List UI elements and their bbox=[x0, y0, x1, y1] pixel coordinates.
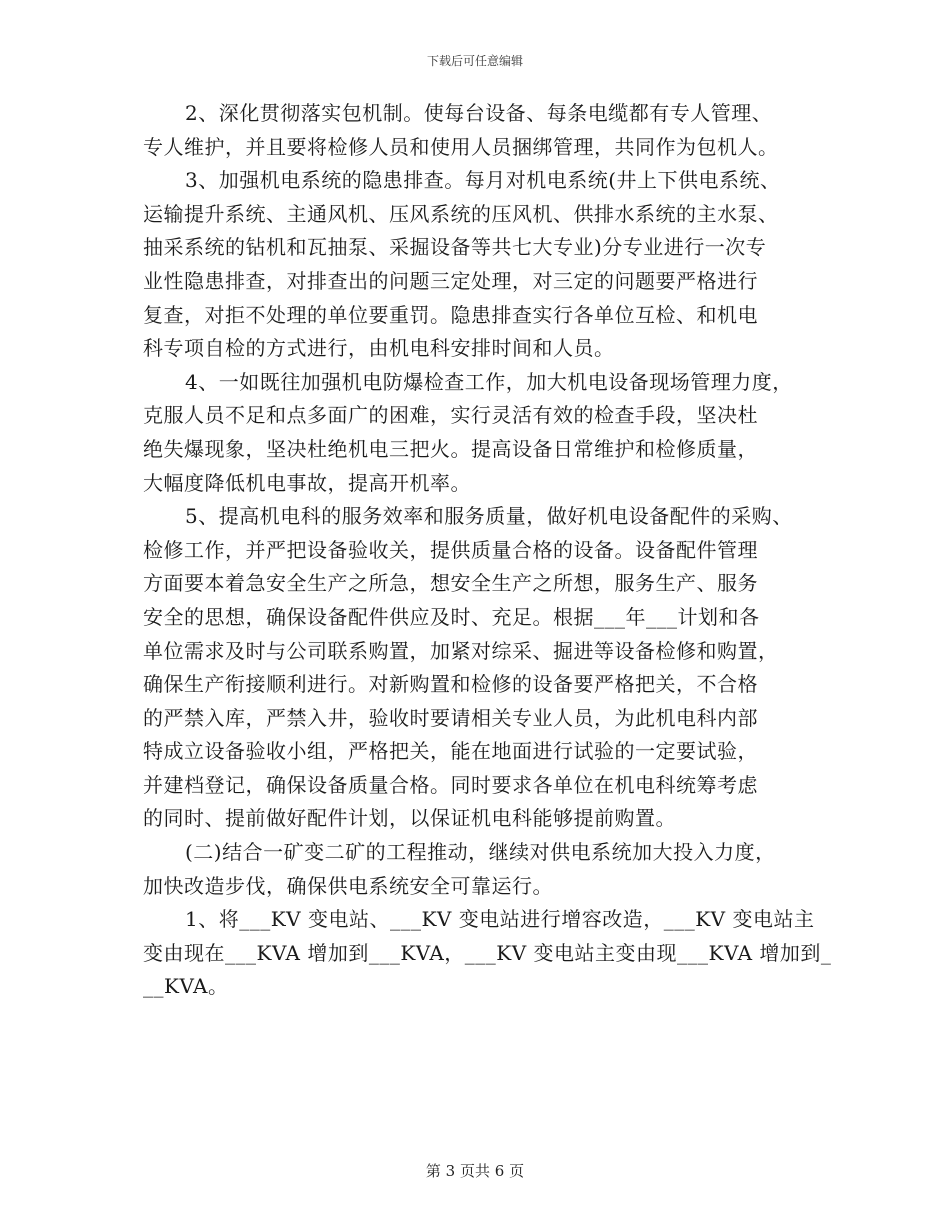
paragraph-4 bbox=[143, 366, 833, 500]
text-line: 4、一如既往加强机电防爆检查工作，加大机电设备现场管理力度， bbox=[185, 369, 793, 394]
text-line: (二)结合一矿变二矿的工程推动，继续对供电系统加大投入力度， bbox=[185, 840, 776, 865]
text-line: 2、深化贯彻落实包机制。使每台设备、每条电缆都有专人管理、 bbox=[185, 101, 773, 125]
text-line: 5、提高机电科的服务效率和服务质量，做好机电设备配件的采购、 bbox=[185, 504, 793, 529]
text-line: 的同时、提前做好配件计划，以保证机电科能够提前购置。 bbox=[143, 806, 676, 831]
text-line: 安全的思想，确保设备配件供应及时、充足。根据___年___计划和各 bbox=[143, 604, 760, 629]
paragraph-5 bbox=[143, 500, 833, 836]
text-line: 确保生产衔接顺利进行。对新购置和检修的设备要严格把关，不合格 bbox=[143, 672, 758, 697]
page-number: 第 3 页共 6 页 bbox=[425, 1162, 525, 1180]
text-line: 业性隐患排查，对排查出的问题三定处理，对三定的问题要严格进行 bbox=[143, 268, 758, 293]
page-header-note: 下载后可任意编辑 bbox=[426, 54, 523, 68]
text-line: 特成立设备验收小组，严格把关，能在地面进行试验的一定要试验， bbox=[143, 739, 758, 764]
text-line: 并建档登记，确保设备质量合格。同时要求各单位在机电科统筹考虑 bbox=[143, 772, 758, 797]
text-line: 变由现在___KVA 增加到___KVA，___KV 变电站主变由现___KVA 增加到_ bbox=[143, 940, 832, 965]
document-body bbox=[143, 97, 833, 1004]
text-line: 运输提升系统、主通风机、压风系统的压风机、供排水系统的主水泵、 bbox=[143, 201, 779, 226]
paragraph-2 bbox=[143, 97, 833, 164]
text-line: 克服人员不足和点多面广的困难，实行灵活有效的检查手段，坚决杜 bbox=[143, 403, 758, 428]
text-line: 专人维护，并且要将检修人员和使用人员捆绑管理，共同作为包机人。 bbox=[143, 134, 779, 159]
text-line: 单位需求及时与公司联系购置，加紧对综采、掘进等设备检修和购置， bbox=[143, 638, 779, 663]
paragraph-section-2 bbox=[143, 836, 833, 903]
text-line: 抽采系统的钻机和瓦抽泵、采掘设备等共七大专业)分专业进行一次专 bbox=[143, 235, 767, 260]
text-line: 绝失爆现象，坚决杜绝机电三把火。提高设备日常维护和检修质量， bbox=[143, 436, 758, 461]
text-line: 1、将___KV 变电站、___KV 变电站进行增容改造，___KV 变电站主 bbox=[185, 907, 815, 932]
text-line: __KVA。 bbox=[143, 974, 229, 999]
paragraph-3 bbox=[143, 164, 833, 366]
text-line: 复查，对拒不处理的单位要重罚。隐患排查实行各单位互检、和机电 bbox=[143, 302, 758, 327]
paragraph-1 bbox=[143, 903, 833, 1004]
text-line: 科专项自检的方式进行，由机电科安排时间和人员。 bbox=[143, 336, 615, 361]
text-line: 方面要本着急安全生产之所急，想安全生产之所想，服务生产、服务 bbox=[143, 571, 758, 596]
text-line: 3、加强机电系统的隐患排查。每月对机电系统(井上下供电系统、 bbox=[185, 168, 781, 193]
text-line: 大幅度降低机电事故，提高开机率。 bbox=[143, 470, 471, 495]
text-line: 加快改造步伐，确保供电系统安全可靠运行。 bbox=[143, 873, 553, 898]
text-line: 的严禁入库，严禁入井，验收时要请相关专业人员，为此机电科内部 bbox=[143, 705, 758, 730]
text-line: 检修工作，并严把设备验收关，提供质量合格的设备。设备配件管理 bbox=[143, 537, 758, 562]
